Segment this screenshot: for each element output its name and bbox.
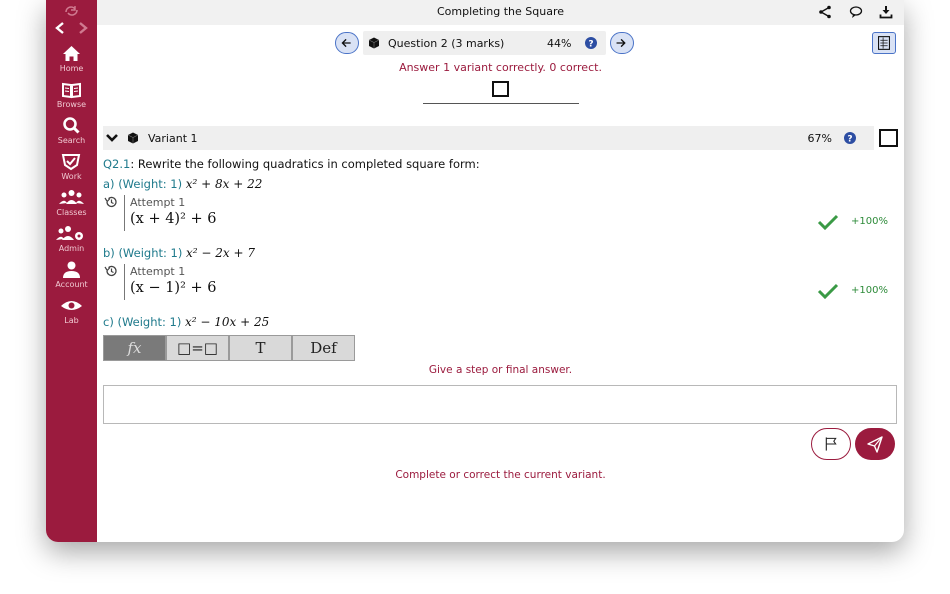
sidebar-label-home: Home [59,64,84,73]
answer-input[interactable] [103,385,897,424]
definition-mode-button[interactable]: Def [292,335,355,361]
sidebar-label-lab: Lab [64,316,79,325]
back-arrow-icon[interactable] [57,23,63,33]
page-title: Completing the Square [436,5,565,18]
sidebar [46,0,97,542]
arrow-right-icon [611,33,633,53]
part-c-label: c) (Weight: 1) [103,315,182,329]
attempt-label: Attempt 1 [130,196,186,209]
check-icon [817,214,839,230]
question-text: : Rewrite the following quadratics in completed square form: [130,157,480,171]
book-icon [46,80,97,100]
help-icon[interactable] [844,132,856,144]
sidebar-item-admin[interactable] [46,224,97,254]
worksheet-icon [873,33,895,53]
part-a-header [103,177,262,191]
part-a-label: a) (Weight: 1) [103,177,183,191]
status-message: Complete or correct the current variant. [395,469,606,481]
arrow-left-icon [336,33,358,53]
input-mode-toolbar [103,335,355,361]
previous-question-button[interactable] [335,32,359,54]
sidebar-item-classes[interactable] [46,188,97,218]
classes-icon [46,188,97,208]
title-bar [97,0,904,25]
part-b-label: b) (Weight: 1) [103,246,183,260]
attempt-label: Attempt 1 [130,265,186,278]
search-icon [46,116,97,136]
eye-icon [46,296,97,316]
home-icon [46,44,97,64]
svg-text:?: ? [847,134,853,144]
question-pill [363,31,606,55]
history-icon[interactable] [104,264,118,278]
cube-icon [368,37,380,49]
admin-icon [46,224,97,244]
history-nav [46,18,97,38]
function-mode-button[interactable]: fx [103,335,166,361]
comment-icon[interactable] [849,5,863,19]
sidebar-label-search: Search [57,136,86,145]
instruction-text: Answer 1 variant correctly. 0 correct. [399,61,602,74]
variant-label: Variant 1 [148,132,198,145]
attempt-divider [124,264,125,300]
part-c-expression: x² − 10x + 25 [185,315,270,329]
work-icon [46,152,97,172]
send-icon [855,428,895,460]
share-icon[interactable] [818,5,832,19]
sidebar-label-admin: Admin [58,244,85,253]
part-score: +100% [851,216,888,227]
app-window [46,0,904,542]
part-b-expression: x² − 2x + 7 [185,246,255,260]
part-c-header [103,315,269,329]
question-number: Q2.1 [103,157,131,171]
help-icon[interactable] [585,37,597,49]
question-nav [335,31,640,55]
attempt-divider [124,195,125,231]
variant-header[interactable] [103,126,874,150]
download-icon[interactable] [879,5,893,19]
chevron-down-icon[interactable] [105,132,119,144]
check-icon [817,283,839,299]
flag-icon [812,429,850,459]
question-status-box [492,81,509,97]
sidebar-item-account[interactable] [46,260,97,290]
svg-text:?: ? [588,39,594,49]
variant-status-box [879,129,898,147]
sidebar-label-work: Work [61,172,82,181]
equation-mode-button[interactable]: □=□ [166,335,229,361]
sidebar-item-home[interactable] [46,44,97,74]
next-question-button[interactable] [610,32,634,54]
question-percent: 44% [547,37,572,50]
submit-button[interactable] [855,428,895,460]
sidebar-item-lab[interactable] [46,296,97,326]
step-prompt: Give a step or final answer. [428,364,573,376]
part-score: +100% [851,285,888,296]
sidebar-label-account: Account [55,280,88,289]
attempt-answer: (x + 4)² + 6 [130,211,217,227]
account-icon [46,260,97,280]
text-mode-button[interactable]: T [229,335,292,361]
history-icon[interactable] [104,195,118,209]
part-b-header [103,246,255,260]
sidebar-item-search[interactable] [46,116,97,146]
attempt-answer: (x − 1)² + 6 [130,280,217,296]
worksheet-button[interactable] [872,32,896,54]
sidebar-label-browse: Browse [56,100,87,109]
part-a-expression: x² + 8x + 22 [185,177,263,191]
sidebar-item-work[interactable] [46,152,97,182]
sidebar-item-browse[interactable] [46,80,97,110]
main-content [97,0,904,542]
sidebar-label-classes: Classes [56,208,87,217]
question-label: Question 2 (3 marks) [388,37,505,50]
forward-arrow-icon[interactable] [80,23,86,33]
cube-icon [127,132,139,144]
flag-button[interactable] [811,428,851,460]
question-prompt [103,157,480,171]
divider [423,103,579,104]
variant-percent: 67% [807,132,832,145]
